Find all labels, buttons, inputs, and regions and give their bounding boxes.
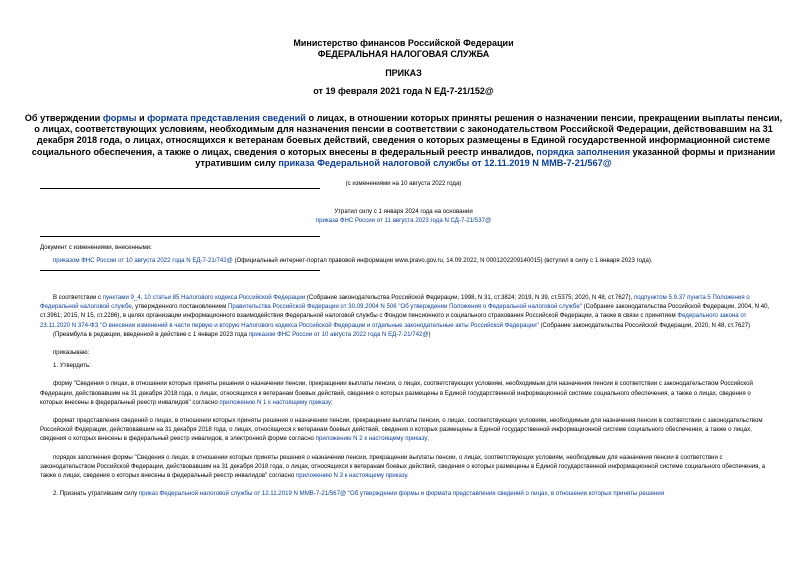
title-format-link[interactable]: формата представления сведений bbox=[147, 113, 306, 123]
federal-law-link[interactable]: Федерального закона от 23.11.2020 N 374-ФЗ "О внесении изменений в части первую и вторую Налогового кодекса Российской Федерации и отдельные законодательные акты Российской Федерации" bbox=[40, 312, 747, 329]
appendix-1-link[interactable]: приложению N 1 к настоящему приказу bbox=[219, 398, 332, 406]
title-procedure-link[interactable]: порядка заполнения bbox=[536, 146, 630, 157]
government-decree-link[interactable]: Правительства Российской Федерации от 30.09.2004 N 506 "Об утверждении Положения о Федеральной налоговой службе" bbox=[227, 303, 582, 311]
agency-header bbox=[0, 38, 807, 60]
repealed-order-link[interactable]: приказ Федеральной налоговой службы от 12.11.2019 N ММВ-7-21/567@ bbox=[138, 490, 347, 498]
format-item: формат представления сведений о лицах, в отношении которых приняты решения о назначении пенсии, прекращении выплаты пенсии, о лицах, соответствующих условиям, необходимым для назначения пенсии в соответствии с законодательством Российской Федерации, действовавшим на 31 декабря 2018 года, о лицах, относящихся к ветеранам боевых действий, сведения о которых размещены в Единой государственной информационной системе социального обеспечения, а также о лицах, сведения о которых внесены в федеральный реестр инвалидов, в электронной форме согласно приложению N 2 к настоящему приказу; bbox=[40, 417, 763, 443]
ministry-name: Министерство финансов Российской Федерации bbox=[293, 38, 514, 48]
amendments-label: Документ с изменениями, внесенными: bbox=[40, 244, 152, 251]
divider bbox=[40, 188, 320, 189]
void-order-link[interactable]: приказа ФНС России от 11 августа 2023 года N СД-7-21/537@ bbox=[315, 217, 492, 224]
divider bbox=[40, 236, 320, 237]
order-word: приказываю: bbox=[53, 349, 90, 357]
title-form-link[interactable]: формы bbox=[102, 113, 137, 123]
repeal-clause: 2. Признать утратившим силу приказ Федеральной налоговой службы от 12.11.2019 N ММВ-7-21/567@ "Об утверждении формы и формата представления сведений о лицах, в отношении которых приняты решения bbox=[53, 490, 665, 498]
preamble-edition-note: (Преамбула в редакции, введенной в действие с 1 января 2023 года приказом ФНС России от 10 августа 2022 года N ЕД-7-21/742@) bbox=[53, 330, 431, 338]
tax-code-link[interactable]: пунктами 9_4, 10 статьи 85 Налогового кодекса Российской Федерации bbox=[102, 294, 306, 301]
regulation-link[interactable]: подпунктом 5.9.37 пункта 5 Положения о Федеральной налоговой службе bbox=[40, 294, 750, 311]
appendix-2-link[interactable]: приложению N 2 к настоящему приказу bbox=[315, 435, 428, 443]
procedure-item: порядок заполнения формы "Сведения о лицах, в отношении которых приняты решения о назначении пенсии, прекращении выплаты пенсии, о лицах, соответствующих условиям, необходимым для назначения пенсии в соответствии с законодательством Российской Федерации, действовавшим на 31 декабря 2018 года, о лицах, относящихся к ветеранам боевых действий, сведения о которых размещены в Единой государственной информационной системе социального обеспечения, а также о лицах, сведения о которых внесены в федеральный реестр инвалидов" согласно приложению N 3 к настоящему приказу. bbox=[40, 453, 766, 480]
preamble-paragraph: В соответствии с пунктами 9_4, 10 статьи 85 Налогового кодекса Российской Федерации (Собрание законодательства Российской Федерации, 1998, N 31, ст.3824; 2019, N 39, ст.5375; 2020, N 48, ст.7627), подпунктом 5.9.37 пункта 5 Положения о Федеральной налоговой службе, утвержденного постановлением Правительства Российской Федерации от 30.09.2004 N 506 "Об утверждении Положения о Федеральной налоговой службе" (Собрание законодательства Российской Федерации, 2004, N 40, ст.3961; 2015, N 15, ст.2286), в целях организации информационного взаимодействия Федеральной налоговой службы с Фондом пенсионного и социального страхования Российской Федерации, а также в связи с принятием Федерального закона от 23.11.2020 N 374-ФЗ "О внесении изменений в части первую и вторую Налогового кодекса Российской Федерации и отдельные законодательные акты Российской Федерации" (Собрание законодательства Российской Федерации, 2020, N 48, ст.7627) bbox=[40, 294, 770, 329]
title-text-3: о лицах, в отношении которых приняты решения о назначении пенсии, прекращении выплаты пенсии, о лицах, соответствующих условиям, необходимым для назначения пенсии в соответствии с законодательством Российской Федерации, действовавшим на 31 декабря 2018 года, о лицах, относящихся к ветеранам боевых действий, сведения о которых размещены в Единой государственной информационной системе социального обеспечения, а также о лицах, сведения о которых внесены в федеральный реестр инвалидов, bbox=[31, 113, 783, 157]
title-order-link[interactable]: приказа Федеральной налоговой службы от 12.11.2019 N ММВ-7-21/567@ bbox=[278, 157, 612, 168]
document-title bbox=[22, 113, 785, 169]
title-text-2: и bbox=[136, 113, 148, 123]
divider bbox=[40, 270, 320, 271]
form-item: форму "Сведения о лицах, в отношении которых приняты решения о назначении пенсии, прекращении выплаты пенсии, о лицах, соответствующих условиям, необходимым для назначения пенсии в соответствии с законодательством Российской Федерации, действовавшим на 31 декабря 2018 года, о лицах, относящихся к ветеранам боевых действий, сведения о которых размещены в Единой государственной информационной системе социального обеспечения, а также о лицах, сведения о которых внесены в федеральный реестр инвалидов" согласно приложению N 1 к настоящему приказу; bbox=[40, 380, 753, 406]
document-date-number: от 19 февраля 2021 года N ЕД-7-21/152@ bbox=[313, 86, 494, 96]
void-text: Утратил силу с 1 января 2024 года на основании bbox=[334, 208, 473, 215]
edition-order-link[interactable]: приказом ФНС России от 10 августа 2022 года N ЕД-7-21/742@ bbox=[248, 330, 429, 338]
void-notice bbox=[0, 207, 807, 225]
service-name: ФЕДЕРАЛЬНАЯ НАЛОГОВАЯ СЛУЖБА bbox=[317, 49, 490, 59]
appendix-3-link[interactable]: приложению N 3 к настоящему приказу bbox=[295, 472, 407, 480]
approve-clause: 1. Утвердить: bbox=[53, 362, 91, 370]
changes-note: (с изменениями на 10 августа 2022 года) bbox=[345, 180, 462, 187]
amendment-order-link[interactable]: приказом ФНС России от 10 августа 2022 года N ЕД-7-21/742@ bbox=[53, 257, 233, 264]
amendment-publication-text: (Официальный интернет-портал правовой информации www.pravo.gov.ru, 14.09.2022, N 0001202209140015) (вступил в силу с 1 января 2023 года). bbox=[232, 257, 653, 264]
title-text-4: указанной формы и признании утратившим силу bbox=[195, 146, 776, 168]
amendments-block bbox=[40, 243, 780, 265]
title-text-1: Об утверждении bbox=[24, 113, 103, 123]
document-body bbox=[40, 293, 773, 498]
document-type: ПРИКАЗ bbox=[385, 68, 422, 78]
